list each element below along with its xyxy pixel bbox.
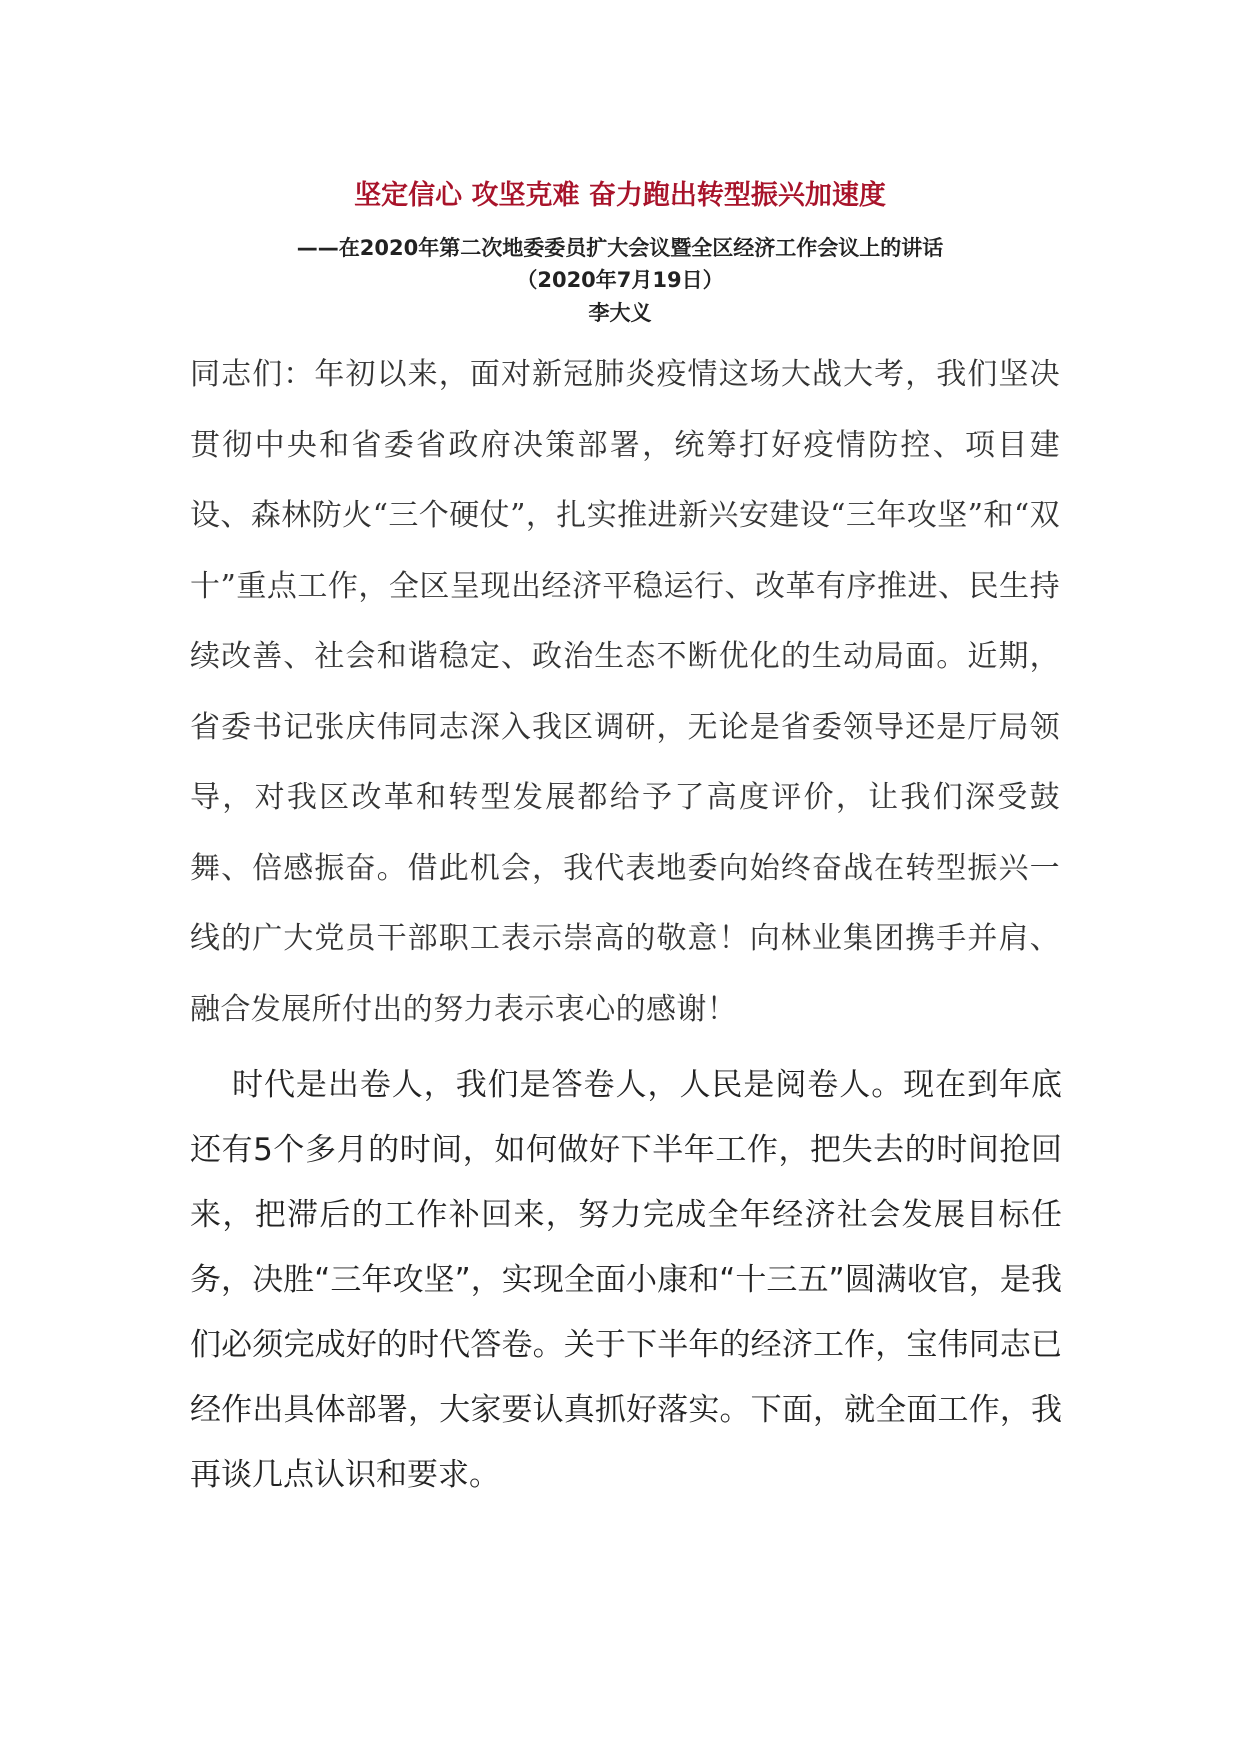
document-subtitle: ——在2020年第二次地委委员扩大会议暨全区经济工作会议上的讲话 [296, 236, 944, 260]
body-paragraph-2: 时代是出卷人，我们是答卷人，人民是阅卷人。现在到年底还有5个多月的时间，如何做好下半年工作，把失去的时间抢回来，把滞后的工作补回来，努力完成全年经济社会发展目标任务，决胜“三年攻坚”，实现全面小康和“十三五”圆满收官，是我们必须完成好的时代答卷。关于下半年的经济工作，宝伟同志已经作出具体部署，大家要认真抓好落实。下面，就全面工作，我再谈几点认识和要求。 [190, 1067, 1062, 1493]
document-date: （2020年7月19日） [516, 268, 724, 292]
document-author: 李大义 [588, 301, 652, 325]
body-paragraph-1: 同志们：年初以来，面对新冠肺炎疫情这场大战大考，我们坚决贯彻中央和省委省政府决策部署，统筹打好疫情防控、项目建设、森林防火“三个硬仗”，扎实推进新兴安建设“三年攻坚”和“双十”重点工作，全区呈现出经济平稳运行、改革有序推进、民生持续改善、社会和谐稳定、政治生态不断优化的生动局面。近期，省委书记张庆伟同志深入我区调研，无论是省委领导还是厅局领导，对我区改革和转型发展都给予了高度评价，让我们深受鼓舞、倍感振奋。借此机会，我代表地委向始终奋战在转型振兴一线的广大党员干部职工表示崇高的敬意！向林业集团携手并肩、融合发展所付出的努力表示衷心的感谢！ [190, 357, 1060, 1027]
document-title: 坚定信心 攻坚克难 奋力跑出转型振兴加速度 [354, 180, 886, 211]
